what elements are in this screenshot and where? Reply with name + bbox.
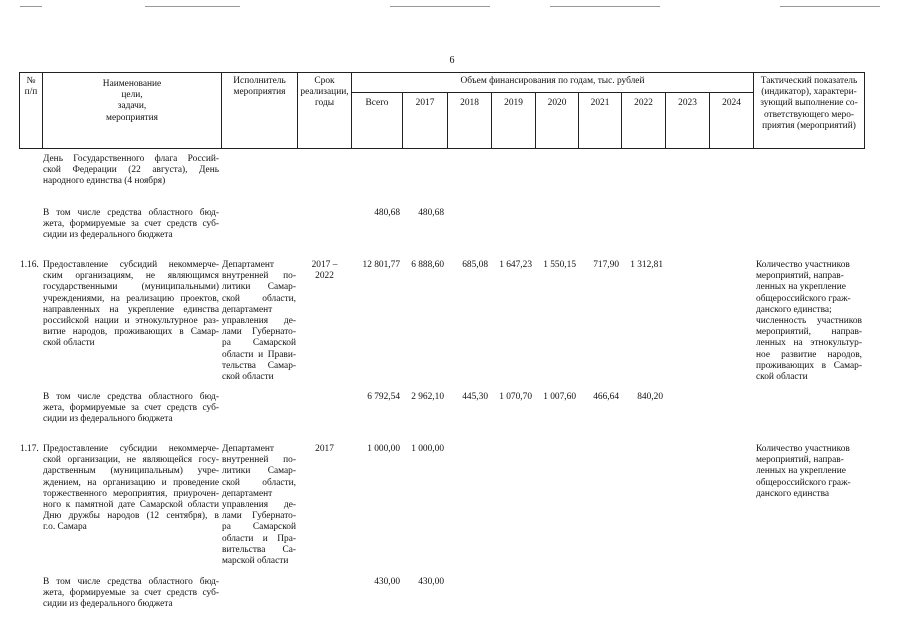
row-name: В том числе средства областного бюд- жета, формируемые за счет средств суб- сидии из федерального бюджета: [43, 577, 219, 610]
header-name: Наименование цели, задачи, мероприятия: [102, 79, 162, 123]
header-year: 2023: [678, 98, 697, 108]
value-2022: 1 312,81: [630, 260, 663, 270]
row-name: Предоставление субсидии некоммерче- ской организации, не являющейся госу- дарственным (муниципальным) учре- ждением, на организацию и проведение торжественного мероприятия, приурочен- ного к памятной дате Самарской области Дню дружбы народов (12 сентября), в г.о. Самара: [43, 444, 219, 533]
header-year: 2018: [460, 98, 479, 108]
row-term: 2017 – 2022: [311, 260, 338, 282]
value-2019: 1 070,70: [499, 392, 532, 402]
header-num: № п/п: [24, 76, 38, 98]
top-edge-line: [780, 6, 880, 7]
row-indicator: Количество участников мероприятий, направ- ленных на укрепление общероссийского граж- данского единства: [756, 444, 851, 499]
header-year: 2019: [504, 98, 523, 108]
value-2020: 1 007,60: [543, 392, 576, 402]
value-2019: 1 647,23: [499, 260, 532, 270]
value-2018: 685,08: [462, 260, 488, 270]
value-2017: 6 888,60: [411, 260, 444, 270]
header-year: 2024: [722, 98, 741, 108]
header-year: Всего: [365, 98, 389, 108]
value-total: 12 801,77: [362, 260, 400, 270]
header-term: Срок реализации, годы: [300, 76, 349, 109]
top-edge-line: [390, 6, 490, 7]
value-2022: 840,20: [637, 392, 663, 402]
header-year: 2017: [415, 98, 435, 108]
header-indicator: Тактический показатель (индикатор), характери- зующий выполнение со- ответствующего меро- приятия (мероприятий): [760, 76, 858, 131]
header-funding: Объем финансирования по годам, тыс. рублей: [460, 76, 645, 86]
row-name: В том числе средства областного бюд- жета, формируемые за счет средств суб- сидии из федерального бюджета: [43, 208, 219, 241]
row-indicator: Количество участников мероприятий, направ- ленных на укрепление общероссийского граж- данского единства; численность участников мероприятий, направ- ленных на этнокультур- ное развитие народов, проживающих в Самар- ской области: [756, 260, 862, 383]
value-2021: 717,90: [593, 260, 619, 270]
row-name: В том числе средства областного бюд- жета, формируемые за счет средств суб- сидии из федерального бюджета: [43, 392, 219, 425]
value-2018: 445,30: [462, 392, 488, 402]
header-executor: Исполнитель мероприятия: [233, 76, 286, 98]
value-2021: 466,64: [593, 392, 619, 402]
header-year: 2022: [634, 98, 653, 108]
value-total: 6 792,54: [367, 392, 400, 402]
top-edge-line: [145, 6, 240, 7]
value-2017: 1 000,00: [411, 444, 444, 454]
row-term: 2017: [315, 444, 334, 454]
value-total: 1 000,00: [367, 444, 400, 454]
value-total: 430,00: [374, 577, 400, 587]
row-number: 1.16.: [20, 260, 39, 270]
value-2017: 2 962,10: [411, 392, 444, 402]
top-edge-line: [20, 6, 42, 7]
row-name: День Государственного флага Россий- ской Федерации (22 августа), День народного единства (4 ноября): [43, 154, 219, 187]
value-2017: 430,00: [418, 577, 444, 587]
value-2017: 480,68: [418, 208, 444, 218]
row-executor: Департамент внутренней по- литики Самар- ской области, департамент управления де- лами Губернато- ра Самарской области и Пра- вительства Са- марской области: [222, 444, 296, 567]
value-2020: 1 550,15: [543, 260, 576, 270]
header-year: 2021: [590, 98, 610, 108]
page-number: 6: [449, 55, 455, 66]
top-edge-line: [550, 6, 660, 7]
value-total: 480,68: [374, 208, 400, 218]
row-number: 1.17.: [20, 444, 39, 454]
header-year: 2020: [547, 98, 567, 108]
row-name: Предоставление субсидий некоммерче- ским организациям, не являющимся государственными (муниципальными) учреждениями, на реализацию проектов, направленных на укрепление единства российской нации и этнокультурное раз- витие народов, проживающих в Самар- ской области: [43, 260, 219, 349]
row-executor: Департамент внутренней по- литики Самар- ской области, департамент управления де- лами Губернато- ра Самарской области и Прави- тельства Самар- ской области: [222, 260, 296, 383]
